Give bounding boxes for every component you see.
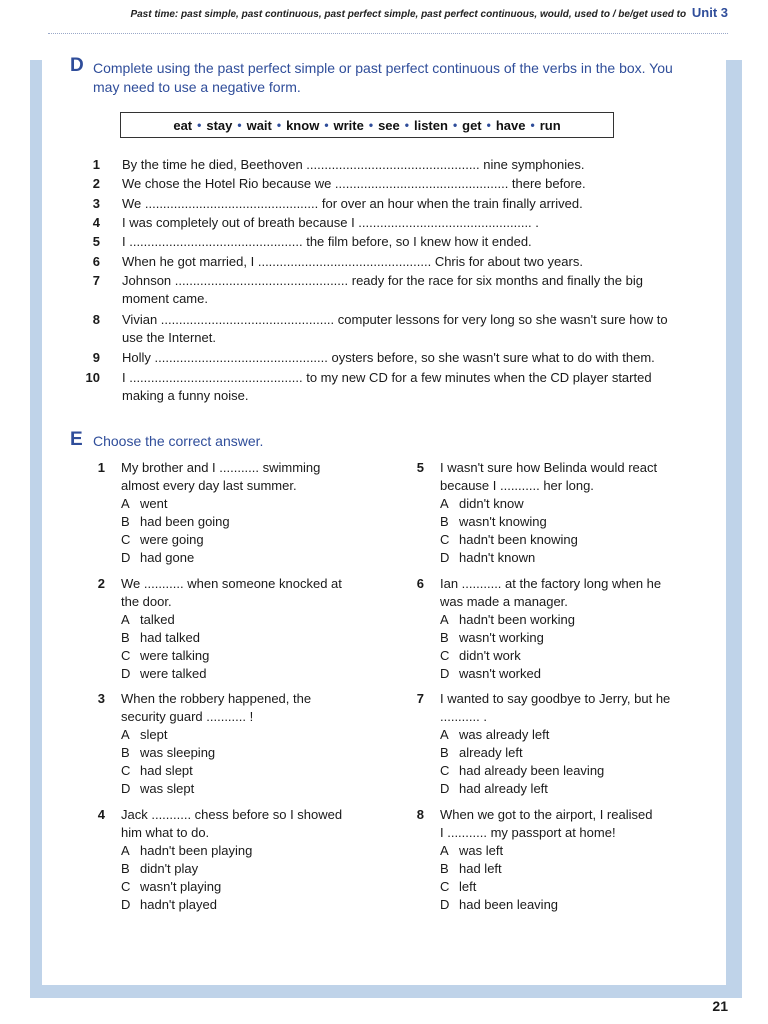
option-text: hadn't been working [459,612,575,627]
option-letter: D [121,550,131,565]
question-stem-line: was made a manager. [440,594,568,609]
question-line: When he got married, I ................................................ Chris for about two years. [122,254,583,269]
answer-option[interactable] [440,744,690,762]
section-d-instruction [93,59,673,97]
question-number: 2 [97,576,105,591]
question-stem-line: I wasn't sure how Belinda would react [440,460,658,475]
option-text: went [140,496,168,511]
option-letter: A [440,612,449,627]
option-text: didn't know [459,496,524,511]
option-letter: B [440,514,449,529]
verb-separator-dot: • [237,118,242,132]
question-line: Holly ................................................ oysters before, so she wasn't sure what to do with them. [122,350,655,365]
multiple-choice-question [97,459,371,567]
option-letter: D [440,666,450,681]
verb-item: eat [173,117,193,133]
question-text [122,253,682,271]
answer-option[interactable] [121,842,371,860]
running-header [0,5,728,20]
question-line: Johnson ................................................ ready for the race for six months and finally the big [122,273,643,288]
question-line: We chose the Hotel Rio because we ................................................ there before. [122,176,586,191]
question-line: I ................................................ to my new CD for a few minutes when the CD player started [122,370,652,385]
question-number: 4 [97,807,105,822]
answer-option[interactable] [121,665,371,683]
question-line: moment came. [122,291,208,306]
option-text: wasn't playing [140,879,222,894]
section-d-letter: D [70,55,84,76]
option-letter: C [121,879,131,894]
bottom-margin-bar [30,985,742,998]
option-text: had gone [140,550,195,565]
question-stem-line: I ........... my passport at home! [440,825,616,840]
question-line: use the Internet. [122,330,216,345]
option-text: were talked [140,666,207,681]
question-text [122,175,682,193]
answer-option[interactable] [121,549,371,567]
option-text: wasn't working [459,630,544,645]
option-letter: A [440,727,449,742]
multiple-choice-question [416,690,690,798]
answer-option[interactable] [440,878,690,896]
verb-separator-dot: • [452,118,458,132]
question-text [122,349,682,367]
option-letter: D [121,897,131,912]
verb-separator-dot: • [486,118,491,132]
question-line: Vivian ................................................ computer lessons for very long so she wasn't sure how to [122,312,668,327]
question-text [122,272,682,308]
question-text [122,214,682,232]
answer-option[interactable] [440,611,690,629]
option-text: had talked [140,630,200,645]
option-text: were talking [140,648,210,663]
answer-option[interactable] [440,762,690,780]
verb-item: have [495,117,526,133]
option-text: didn't play [140,861,199,876]
multiple-choice-question [416,575,690,683]
answer-option[interactable] [121,896,371,914]
verb-separator-dot: • [324,118,329,132]
question-number: 5 [92,234,100,249]
section-d-instruction-line1: Complete using the past perfect simple or past perfect continuous of the verbs in the box. You [93,60,673,76]
answer-option[interactable] [440,780,690,798]
question-number: 5 [416,460,424,475]
verb-item: listen [413,117,448,133]
question-stem-line: almost every day last summer. [121,478,297,493]
option-letter: D [440,781,450,796]
multiple-choice-question [97,806,371,914]
option-text: had slept [140,763,193,778]
verb-separator-dot: • [404,118,409,132]
question-stem-line: ........... . [440,709,487,724]
option-text: hadn't been playing [140,843,253,858]
answer-option[interactable] [121,495,371,513]
question-stem-line: Jack ........... chess before so I showed [121,807,343,822]
answer-option[interactable] [440,647,690,665]
answer-option[interactable] [440,860,690,878]
section-d-instruction-line2: may need to use a negative form. [93,79,301,95]
option-letter: C [440,532,450,547]
option-letter: B [440,745,449,760]
answer-option[interactable] [440,842,690,860]
option-letter: B [440,630,449,645]
option-letter: A [121,612,130,627]
question-stem-line: him what to do. [121,825,210,840]
option-text: didn't work [459,648,521,663]
question-line: I ................................................ the film before, so I knew how it ended. [122,234,532,249]
page-number: 21 [712,998,728,1014]
option-text: had been leaving [459,897,559,912]
verb-item: wait [246,117,272,133]
option-letter: C [121,532,131,547]
verb-separator-dot: • [530,118,535,132]
answer-option[interactable] [440,549,690,567]
answer-option[interactable] [121,878,371,896]
option-letter: C [440,648,450,663]
section-e-letter: E [70,429,83,450]
question-line: I was completely out of breath because I ................................................ . [122,215,539,230]
answer-option[interactable] [440,513,690,531]
question-text [122,369,682,405]
verb-item: get [462,117,482,133]
option-letter: B [440,861,449,876]
answer-option[interactable] [440,726,690,744]
answer-option[interactable] [440,495,690,513]
multiple-choice-question [97,690,371,798]
verb-separator-dot: • [368,118,374,132]
question-number: 7 [416,691,424,706]
question-stem-line: I wanted to say goodbye to Jerry, but he [440,691,671,706]
option-text: hadn't been knowing [459,532,578,547]
option-letter: A [121,496,130,511]
verb-item: see [378,117,400,133]
question-text [122,156,682,174]
option-letter: B [121,514,130,529]
question-line: By the time he died, Beethoven ................................................ nine symphonies. [122,157,585,172]
question-number: 6 [416,576,424,591]
question-line: making a funny noise. [122,388,249,403]
question-stem-line: My brother and I ........... swimming [121,460,321,475]
verb-box [120,112,614,138]
option-letter: A [121,727,130,742]
option-text: talked [140,612,175,627]
answer-option[interactable] [440,531,690,549]
question-stem-line: We ........... when someone knocked at [121,576,342,591]
option-text: was slept [140,781,195,796]
answer-option[interactable] [121,860,371,878]
option-text: was sleeping [140,745,216,760]
option-letter: C [440,763,450,778]
answer-option[interactable] [121,780,371,798]
answer-option[interactable] [121,629,371,647]
question-number: 10 [85,370,100,385]
question-number: 7 [92,273,100,288]
answer-option[interactable] [121,726,371,744]
answer-option[interactable] [440,629,690,647]
option-letter: B [121,630,130,645]
multiple-choice-question [416,806,690,914]
answer-option[interactable] [121,744,371,762]
option-letter: A [440,843,449,858]
verb-separator-dot: • [276,118,282,132]
question-number: 3 [97,691,105,706]
answer-option[interactable] [121,611,371,629]
option-letter: D [121,666,131,681]
question-stem-line: Ian ........... at the factory long when he [440,576,662,591]
option-letter: D [121,781,131,796]
option-text: hadn't known [459,550,536,565]
option-letter: C [121,763,131,778]
option-text: was left [459,843,504,858]
option-text: had left [459,861,502,876]
option-letter: A [121,843,130,858]
option-letter: B [121,861,130,876]
question-number: 4 [92,215,100,230]
left-margin-bar [30,60,42,998]
answer-option[interactable] [121,513,371,531]
option-text: had already left [459,781,548,796]
unit-label: Unit 3 [691,5,728,20]
verb-item: know [286,117,320,133]
answer-option[interactable] [121,762,371,780]
option-text: left [459,879,477,894]
verb-item: run [539,117,561,133]
question-stem-line: When we got to the airport, I realised [440,807,653,822]
option-text: had already been leaving [459,763,605,778]
verb-item: stay [206,117,233,133]
verb-separator-dot: • [197,118,202,132]
question-stem-line: security guard ........... ! [121,709,254,724]
option-letter: D [440,897,450,912]
answer-option[interactable] [440,896,690,914]
question-stem-line: because I ........... her long. [440,478,594,493]
answer-option[interactable] [440,665,690,683]
answer-option[interactable] [121,531,371,549]
question-number: 8 [92,312,100,327]
option-text: wasn't knowing [459,514,547,529]
question-number: 3 [92,196,100,211]
section-e-instruction: Choose the correct answer. [93,433,264,449]
question-number: 2 [92,176,100,191]
option-letter: B [121,745,130,760]
question-number: 1 [92,157,100,172]
right-margin-bar [726,60,742,998]
multiple-choice-question [416,459,690,567]
option-letter: C [121,648,131,663]
header-title: Past time: past simple, past continuous, past perfect simple, past perfect continuous, would, used to / be/get used to [130,9,687,20]
multiple-choice-question [97,575,371,683]
question-text [122,311,682,347]
question-number: 6 [92,254,100,269]
answer-option[interactable] [121,647,371,665]
option-letter: C [440,879,450,894]
option-letter: D [440,550,450,565]
question-number: 8 [416,807,424,822]
question-number: 1 [97,460,105,475]
option-text: hadn't played [140,897,217,912]
question-stem-line: When the robbery happened, the [121,691,312,706]
question-stem-line: the door. [121,594,172,609]
verb-item: write [333,117,364,133]
option-text: wasn't worked [459,666,541,681]
option-letter: A [440,496,449,511]
question-line: We ................................................ for over an hour when the train finally arrived. [122,196,583,211]
option-text: were going [140,532,204,547]
question-text [122,195,682,213]
option-text: was already left [459,727,550,742]
option-text: already left [459,745,523,760]
header-divider [48,33,728,34]
option-text: had been going [140,514,230,529]
question-text [122,233,682,251]
question-number: 9 [92,350,100,365]
option-text: slept [140,727,168,742]
